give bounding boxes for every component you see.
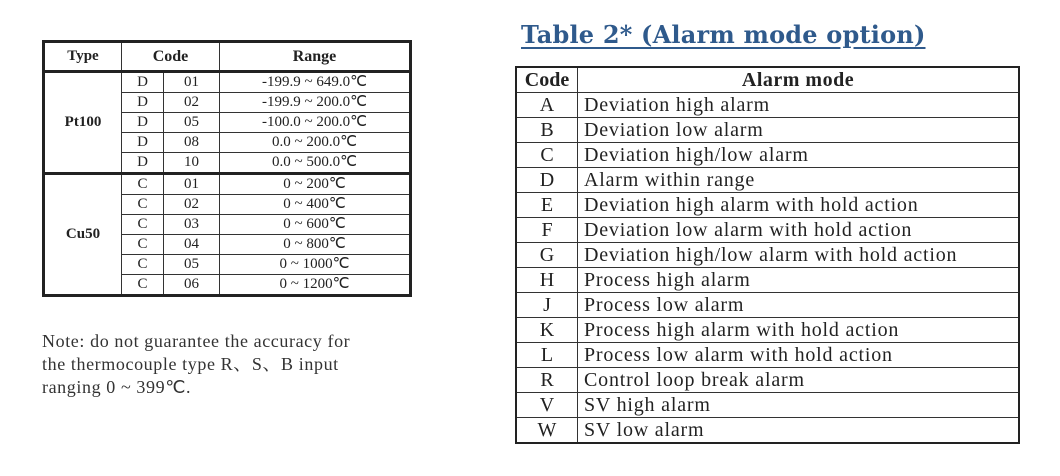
sensor-type-cell: Cu50 [44,174,122,296]
alarm-mode-cell: Process low alarm [578,293,1020,318]
alarm-code-cell: H [516,268,578,293]
range-cell: -199.9 ~ 649.0℃ [220,72,411,93]
table-row [516,393,1019,418]
sensor-type-cell: Pt100 [44,72,122,174]
range-cell: 0 ~ 400℃ [220,195,411,215]
table-row [516,368,1019,393]
alarm-code-cell: A [516,93,578,118]
code-letter-cell: D [122,93,164,113]
table-row [44,72,411,93]
alarm-mode-cell: Deviation high/low alarm with hold action [578,243,1020,268]
alarm-mode-cell: Process high alarm [578,268,1020,293]
alarm-mode-table [515,66,1020,444]
table-row [516,243,1019,268]
range-cell: 0 ~ 600℃ [220,215,411,235]
table-row [516,93,1019,118]
alarm-mode-cell: Deviation low alarm with hold action [578,218,1020,243]
table-row [516,418,1019,444]
alarm-mode-cell: Deviation high/low alarm [578,143,1020,168]
table-row [516,218,1019,243]
code-letter-cell: D [122,153,164,174]
alarm-code-cell: G [516,243,578,268]
note-line: ranging 0 ~ 399℃. [42,377,192,397]
table-row [516,293,1019,318]
code-number-cell: 02 [164,195,220,215]
table-row [516,268,1019,293]
alarm-code-cell: V [516,393,578,418]
code-number-cell: 01 [164,174,220,195]
alarm-code-cell: F [516,218,578,243]
header-range: Range [220,42,411,72]
code-letter-cell: C [122,235,164,255]
alarm-mode-cell: Control loop break alarm [578,368,1020,393]
table-row [516,318,1019,343]
code-letter-cell: C [122,255,164,275]
note-line: Note: do not guarantee the accuracy for [42,331,351,351]
alarm-mode-cell: SV high alarm [578,393,1020,418]
code-letter-cell: D [122,72,164,93]
alarm-mode-cell: Deviation high alarm with hold action [578,193,1020,218]
range-cell: 0 ~ 1200℃ [220,275,411,296]
code-letter-cell: C [122,174,164,195]
sensor-type-table [42,40,412,297]
range-cell: -199.9 ~ 200.0℃ [220,93,411,113]
table-row [516,168,1019,193]
alarm-mode-cell: Deviation low alarm [578,118,1020,143]
table-row [516,193,1019,218]
code-letter-cell: C [122,195,164,215]
code-number-cell: 08 [164,133,220,153]
alarm-code-cell: C [516,143,578,168]
alarm-code-cell: B [516,118,578,143]
code-number-cell: 05 [164,113,220,133]
alarm-mode-cell: Process high alarm with hold action [578,318,1020,343]
range-cell: 0.0 ~ 200.0℃ [220,133,411,153]
table-row [44,174,411,195]
code-letter-cell: C [122,215,164,235]
alarm-table-title: Table 2* (Alarm mode option) [521,20,926,49]
header-code: Code [516,67,578,93]
alarm-mode-cell: Alarm within range [578,168,1020,193]
table-row [516,143,1019,168]
code-number-cell: 06 [164,275,220,296]
range-cell: 0 ~ 800℃ [220,235,411,255]
alarm-code-cell: J [516,293,578,318]
alarm-code-cell: D [516,168,578,193]
alarm-mode-cell: Deviation high alarm [578,93,1020,118]
code-number-cell: 10 [164,153,220,174]
alarm-mode-cell: Process low alarm with hold action [578,343,1020,368]
alarm-code-cell: E [516,193,578,218]
range-cell: 0 ~ 200℃ [220,174,411,195]
code-number-cell: 02 [164,93,220,113]
alarm-code-cell: R [516,368,578,393]
header-alarm-mode: Alarm mode [578,67,1020,93]
sensor-table-header [44,42,411,72]
code-number-cell: 04 [164,235,220,255]
range-cell: 0.0 ~ 500.0℃ [220,153,411,174]
code-number-cell: 03 [164,215,220,235]
code-letter-cell: D [122,113,164,133]
range-cell: -100.0 ~ 200.0℃ [220,113,411,133]
table-row [516,343,1019,368]
accuracy-note [42,330,462,399]
alarm-mode-cell: SV low alarm [578,418,1020,444]
note-line: the thermocouple type R、S、B input [42,354,339,374]
alarm-code-cell: L [516,343,578,368]
table-row [516,118,1019,143]
code-letter-cell: D [122,133,164,153]
sensor-table-body [44,72,411,296]
code-number-cell: 05 [164,255,220,275]
header-code: Code [122,42,220,72]
code-letter-cell: C [122,275,164,296]
alarm-table-body [516,93,1019,444]
alarm-table-header [516,67,1019,93]
header-type: Type [44,42,122,72]
range-cell: 0 ~ 1000℃ [220,255,411,275]
alarm-code-cell: W [516,418,578,444]
code-number-cell: 01 [164,72,220,93]
alarm-code-cell: K [516,318,578,343]
